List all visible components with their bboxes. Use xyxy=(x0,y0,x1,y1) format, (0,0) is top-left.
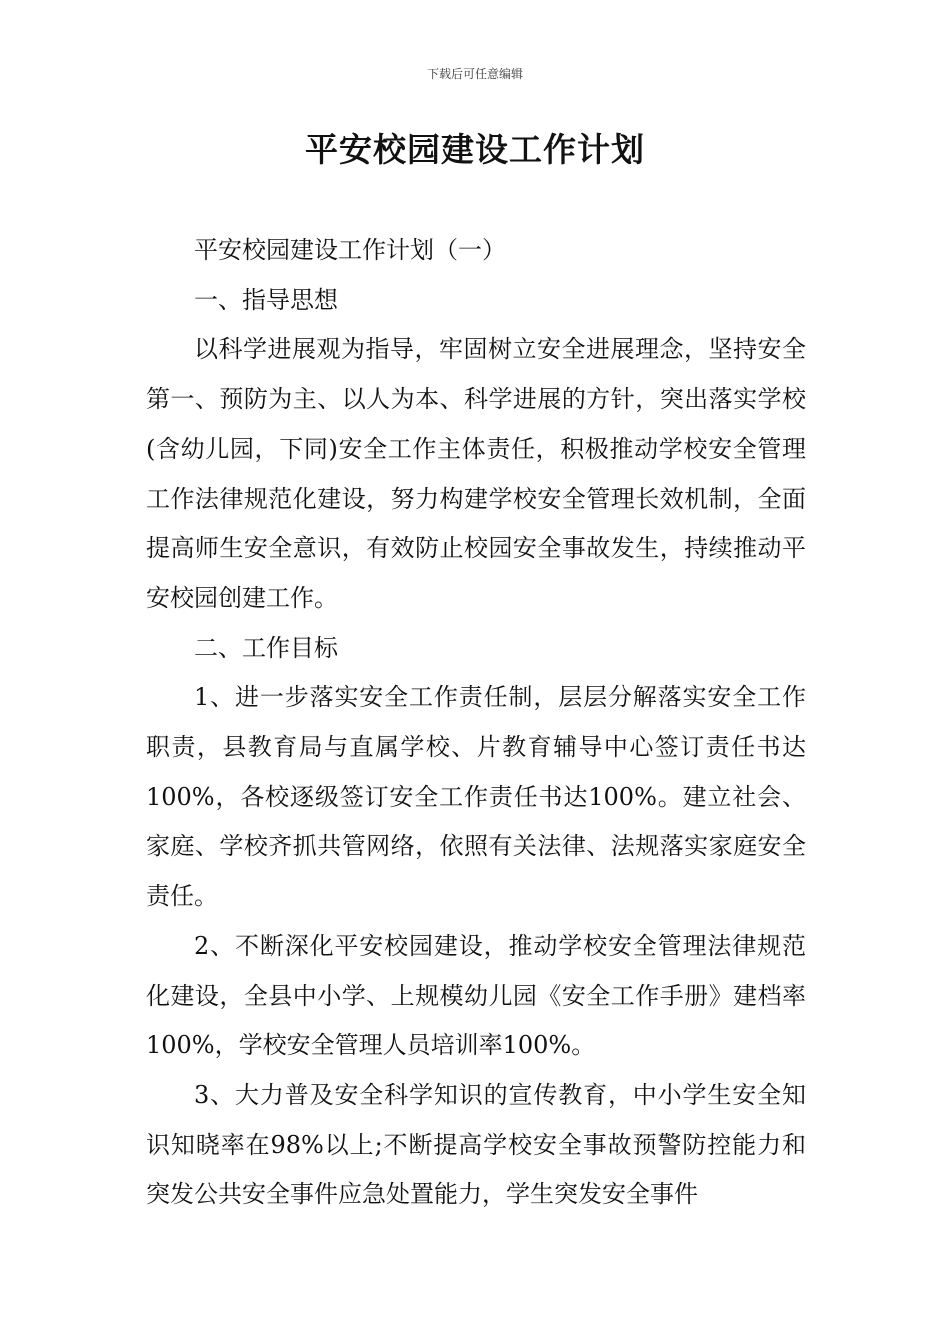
document-title: 平安校园建设工作计划 xyxy=(305,130,645,169)
header-note: 下载后可任意编辑 xyxy=(426,67,523,81)
section-heading-work-goals: 二、工作目标 xyxy=(194,633,338,662)
section-heading-guiding-thought: 一、指导思想 xyxy=(194,285,338,314)
paragraph-goal-2: 2、不断深化平安校园建设，推动学校安全管理法律规范化建设，全县中小学、上规模幼儿园《安全工作手册》建档率100%，学校安全管理人员培训率100%。 xyxy=(146,931,806,1060)
paragraph-goal-1: 1、进一步落实安全工作责任制，层层分解落实安全工作职责，县教育局与直属学校、片教育辅导中心签订责任书达100%，各校逐级签订安全工作责任书达100%。建立社会、家庭、学校齐抓共管网络，依照有关法律、法规落实家庭安全责任。 xyxy=(146,683,806,911)
paragraph-guiding-thought: 以科学进展观为指导，牢固树立安全进展理念，坚持安全第一、预防为主、以人为本、科学进展的方针，突出落实学校(含幼儿园，下同)安全工作主体责任，积极推动学校安全管理工作法律规范化建设，努力构建学校安全管理长效机制，全面提高师生安全意识，有效防止校园安全事故发生，持续推动平安校园创建工作。 xyxy=(146,335,806,612)
subtitle-paragraph: 平安校园建设工作计划（一） xyxy=(194,236,506,264)
paragraph-goal-3: 3、大力普及安全科学知识的宣传教育，中小学生安全知识知晓率在98%以上;不断提高学校安全事故预警防控能力和突发公共安全事件应急处置能力，学生突发安全事件 xyxy=(146,1080,806,1209)
document-body xyxy=(146,226,806,1220)
